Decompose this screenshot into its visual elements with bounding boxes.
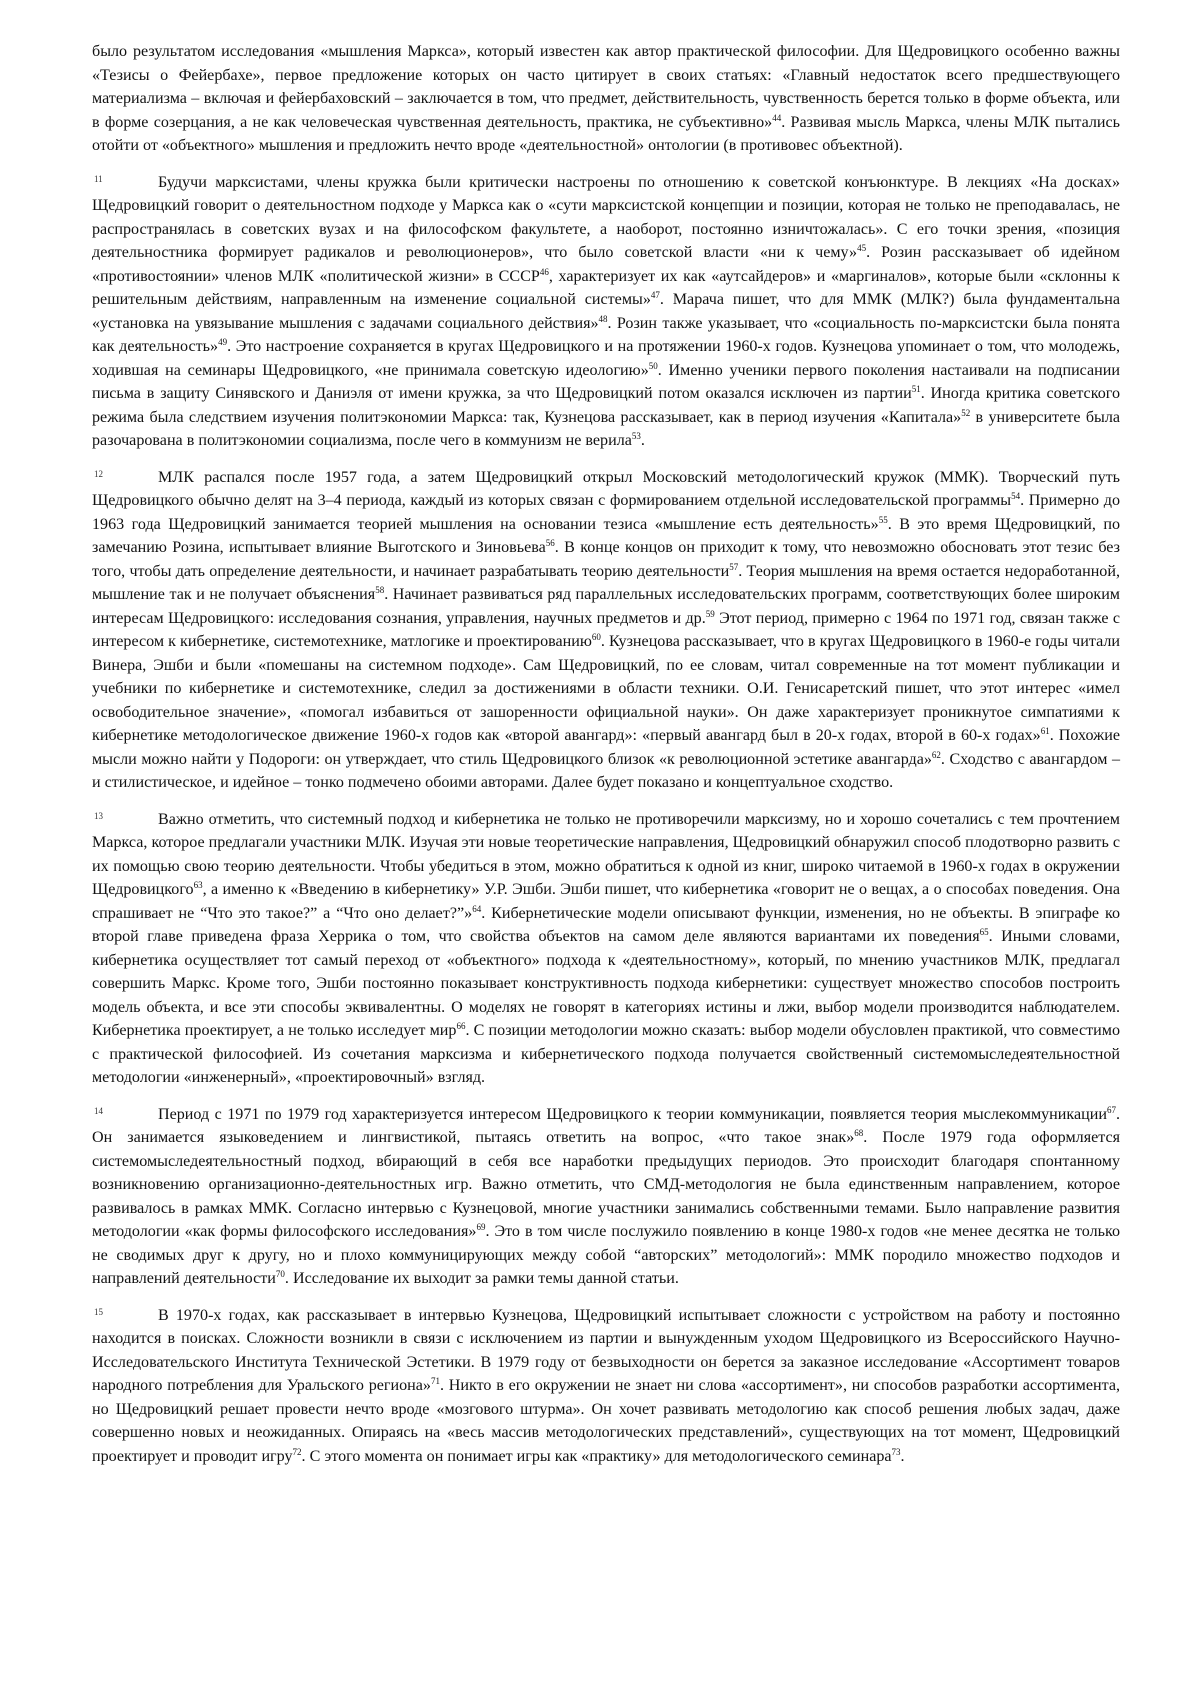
- paragraph-text: . Это настроение сохраняется в кругах Щедровицкого и на протяжении 1960-х годов. Кузнецова упоминает о том, что молодежь, ходившая на семинары Щедровицкого, «не принимала советскую идеологию»: [92, 338, 1120, 379]
- footnote-ref[interactable]: 59: [706, 609, 715, 619]
- footnote-ref[interactable]: 53: [632, 431, 641, 441]
- footnote-ref[interactable]: 51: [912, 384, 921, 394]
- paragraph-14: [92, 1103, 1120, 1291]
- paragraph-text: . Розин рассказывает об идейном «противостоянии» членов МЛК «политической жизни» в СССР: [92, 244, 1120, 285]
- paragraph-number: 13: [94, 811, 103, 821]
- footnote-ref[interactable]: 47: [651, 290, 660, 300]
- paragraph-text: . После 1979 года оформляется системомыследеятельностный подход, вбирающий в себя все наработки предыдущих периодов. Это происходит благодаря спонтанному возникновению организационно-деятельностных игр. Важно отметить, что СМД-методология не была единственным направлением, которое развивалось в рамках ММК. Согласно интервью с Кузнецовой, многие участники занимались собственными темами. Было направление развития методологии «как формы философского исследования»: [92, 1129, 1120, 1240]
- paragraph-text: . Кибернетические модели описывают функции, изменения, но не объекты. В эпиграфе ко второй главе приведена фраза Херрика о том, что свойства объектов на самом деле являются вариантами их поведения: [92, 905, 1120, 946]
- paragraph-text: . С позиции методологии можно сказать: выбор модели обусловлен практикой, что совместимо с практической философией. Из сочетания марксизма и кибернетического подхода получается свойственный системомыследеятельностной методологии «инженерный», «проектировочный» взгляд.: [92, 1022, 1120, 1086]
- footnote-ref[interactable]: 52: [961, 408, 970, 418]
- paragraph-text: Будучи марксистами, члены кружка были критически настроены по отношению к советской конъюнктуре. В лекциях «На досках» Щедровицкий говорит о деятельностном подходе у Маркса как о «сути марксистской концепции и позиции, которая не только не преподавалась, не распространялась в советских вузах и на философском факультете, а наоборот, постоянно изничтожалась». С его точки зрения, «позиция деятельностника формирует радикалов и революционеров», что было советской власти «ни к чему»: [92, 174, 1120, 262]
- footnote-ref[interactable]: 48: [599, 314, 608, 324]
- paragraph-number: 15: [94, 1307, 103, 1317]
- paragraph-text: . Сходство с авангардом – и стилистическое, и идейное – тонко подмечено обоими авторами. Далее будет показано и концептуальное сходство.: [92, 751, 1120, 792]
- footnote-ref[interactable]: 49: [218, 337, 227, 347]
- footnote-ref[interactable]: 67: [1107, 1105, 1116, 1115]
- paragraph-text: . Похожие мысли можно найти у Подороги: он утверждает, что стиль Щедровицкого близок «к революционной эстетике авангарда»: [92, 727, 1120, 768]
- footnote-ref[interactable]: 61: [1041, 726, 1050, 736]
- footnote-ref[interactable]: 50: [649, 361, 658, 371]
- paragraph-text: . Кузнецова рассказывает, что в кругах Щедровицкого в 1960-е годы читали Винера, Эшби и были «помешаны на системном подходе». Сам Щедровицкий, по ее словам, читал современные на тот момент публикации и учебники по кибернетике и системотехнике, следил за достижениями в области техники. О.И. Генисаретский пишет, что этот интерес «имел освободительное значение», «помогал избавиться от зашоренности официальной науки». Он даже характеризует проникнутое симпатиями к кибернетике методологическое движение 1960-х годов как «второй авангард»: «первый авангард был в 20-х годах, второй в 60-х годах»: [92, 633, 1120, 744]
- footnote-ref[interactable]: 44: [772, 113, 781, 123]
- paragraph-text: . Марача пишет, что для ММК (МЛК?) была фундаментальна «установка на увязывание мышления с задачами социального действия»: [92, 291, 1120, 332]
- paragraph-number: 12: [94, 469, 103, 479]
- paragraph-text: . Теория мышления на время остается недоработанной, мышление так и не получает объяснения: [92, 563, 1120, 604]
- paragraph-text: в университете была разочарована в политэкономии социализма, после чего в коммунизм не верила: [92, 409, 1120, 450]
- paragraph-text: В 1970-х годах, как рассказывает в интервью Кузнецова, Щедровицкий испытывает сложности с устройством на работу и постоянно находится в поисках. Сложности возникли в связи с исключением из партии и вынужденным уходом Щедровицкого из Всероссийского Научно-Исследовательского Института Технической Эстетики. В 1979 году от безвыходности он берется за заказное исследование «Ассортимент товаров народного потребления для Уральского региона»: [92, 1307, 1120, 1395]
- paragraph-11: [92, 171, 1120, 453]
- paragraph-text: . Именно ученики первого поколения настаивали на подписании письма в защиту Синявского и Даниэля от имени кружка, за что Щедровицкий потом оказался исключен из партии: [92, 362, 1120, 403]
- footnote-ref[interactable]: 68: [854, 1128, 863, 1138]
- footnote-ref[interactable]: 57: [729, 562, 738, 572]
- footnote-ref[interactable]: 63: [194, 880, 203, 890]
- footnote-ref[interactable]: 58: [375, 585, 384, 595]
- paragraph-number: 14: [94, 1106, 103, 1116]
- paragraph-12: [92, 466, 1120, 795]
- footnote-ref[interactable]: 45: [857, 243, 866, 253]
- paragraph-text: . С этого момента он понимает игры как «практику» для методологического семинара: [302, 1448, 892, 1465]
- footnote-ref[interactable]: 72: [293, 1447, 302, 1457]
- paragraph-text: .: [901, 1448, 905, 1465]
- footnote-ref[interactable]: 73: [892, 1447, 901, 1457]
- paragraph-text: . Начинает развиваться ряд параллельных исследовательских программ, соответствующих более широким интересам Щедровицкого: исследования сознания, управления, научных предметов и др.: [92, 586, 1120, 627]
- footnote-ref[interactable]: 65: [980, 927, 989, 937]
- footnote-ref[interactable]: 55: [879, 515, 888, 525]
- paragraph-text: . Иными словами, кибернетика осуществляет тот самый переход от «объектного» подхода к «деятельностному», который, по мнению участников МЛК, предлагал совершить Маркс. Кроме того, Эшби постоянно показывает конструктивность подхода кибернетики: существует множество способов построить модель объекта, и все эти способы эквивалентны. О моделях не говорят в категориях истины и лжи, выбор модели производится наблюдателем. Кибернетика проектирует, а не только исследует мир: [92, 928, 1120, 1039]
- paragraph-text: было результатом исследования «мышления Маркса», который известен как автор практической философии. Для Щедровицкого особенно важны «Тезисы о Фейербахе», первое предложение которых он часто цитирует в своих статьях: «Главный недостаток всего предшествующего материализма – включая и фейербаховский – заключается в том, что предмет, действительность, чувственность берется только в форме объекта, или в форме созерцания, а не как человеческая чувственная деятельность, практика, не субъективно»: [92, 43, 1120, 131]
- footnote-ref[interactable]: 64: [472, 904, 481, 914]
- footnote-ref[interactable]: 56: [546, 538, 555, 548]
- paragraph-13: [92, 808, 1120, 1090]
- paragraph-text: . Исследование их выходит за рамки темы данной статьи.: [285, 1270, 679, 1287]
- paragraph-text: . Иногда критика советского режима была следствием изучения политэкономии Маркса: так, Кузнецова рассказывает, как в период изучения «Капитала»: [92, 385, 1120, 426]
- footnote-ref[interactable]: 69: [476, 1222, 485, 1232]
- paragraph-text: , характеризует их как «аутсайдеров» и «маргиналов», которые были «склонны к решительным действиям, направленным на изменение социальной системы»: [92, 268, 1120, 309]
- paragraph-text: . В конце концов он приходит к тому, что невозможно обосновать этот тезис без того, чтобы дать определение деятельности, и начинает разрабатывать теорию деятельности: [92, 539, 1120, 580]
- footnote-ref[interactable]: 70: [276, 1269, 285, 1279]
- paragraph-text: . Он занимается языковедением и лингвистикой, пытаясь ответить на вопрос, «что такое знак»: [92, 1106, 1120, 1147]
- paragraph-text: . Примерно до 1963 года Щедровицкий занимается теорией мышления на основании тезиса «мышление есть деятельность»: [92, 492, 1120, 533]
- paragraph-text: , а именно к «Введению в кибернетику» У.Р. Эшби. Эшби пишет, что кибернетика «говорит не о вещах, а о способах поведения. Она спрашивает не “Что это такое?” а “Что оно делает?”»: [92, 881, 1120, 922]
- paragraph-continuation: [92, 40, 1120, 158]
- paragraph-text: . Развивая мысль Маркса, члены МЛК пытались отойти от «объектного» мышления и предложить нечто вроде «деятельностной» онтологии (в противовес объектной).: [92, 114, 1120, 155]
- footnote-ref[interactable]: 60: [592, 632, 601, 642]
- footnote-ref[interactable]: 54: [1011, 491, 1020, 501]
- paragraph-text: Важно отметить, что системный подход и кибернетика не только не противоречили марксизму, но и хорошо сочетались с тем прочтением Маркса, которое предлагали участники МЛК. Изучая эти новые теоретические направления, Щедровицкий обнаружил способ плодотворно развить с их помощью свою теорию деятельности. Чтобы убедиться в этом, можно обратиться к одной из книг, широко читаемой в 1960-х годах в окружении Щедровицкого: [92, 811, 1120, 899]
- paragraph-text: МЛК распался после 1957 года, а затем Щедровицкий открыл Московский методологический кружок (ММК). Творческий путь Щедровицкого обычно делят на 3–4 периода, каждый из которых связан с формированием отдельной исследовательской программы: [92, 469, 1120, 510]
- document-page: [92, 40, 1120, 1481]
- footnote-ref[interactable]: 46: [540, 267, 549, 277]
- paragraph-text: .: [641, 432, 645, 449]
- paragraph-text: . Никто в его окружении не знает ни слова «ассортимент», ни способов разработки ассортимента, но Щедровицкий решает провести нечто вроде «мозгового штурма». Он хочет развивать методологию как способ решения любых задач, даже совершенно новых и неожиданных. Опираясь на «весь массив методологических представлений», существующих на тот момент, Щедровицкий проектирует и проводит игру: [92, 1377, 1120, 1465]
- paragraph-15: [92, 1304, 1120, 1469]
- footnote-ref[interactable]: 71: [431, 1376, 440, 1386]
- paragraph-text: Этот период, примерно с 1964 по 1971 год, связан также с интересом к кибернетике, системотехнике, матлогике и проектированию: [92, 610, 1120, 651]
- paragraph-text: Период с 1971 по 1979 год характеризуется интересом Щедровицкого к теории коммуникации, появляется теория мыслекоммуникации: [158, 1106, 1107, 1123]
- footnote-ref[interactable]: 66: [456, 1021, 465, 1031]
- paragraph-text: . Это в том числе послужило появлению в конце 1980-х годов «не менее десятка не только не сводимых друг к другу, но и плохо коммуницирующих между собой “авторских” методологий»: ММК породило множество подходов и направлений деятельности: [92, 1223, 1120, 1287]
- paragraph-text: . Розин также указывает, что «социальность по-марксистски была понята как деятельность»: [92, 315, 1120, 356]
- paragraph-text: . В это время Щедровицкий, по замечанию Розина, испытывает влияние Выготского и Зиновьева: [92, 516, 1120, 557]
- paragraph-number: 11: [94, 174, 103, 184]
- footnote-ref[interactable]: 62: [932, 750, 941, 760]
